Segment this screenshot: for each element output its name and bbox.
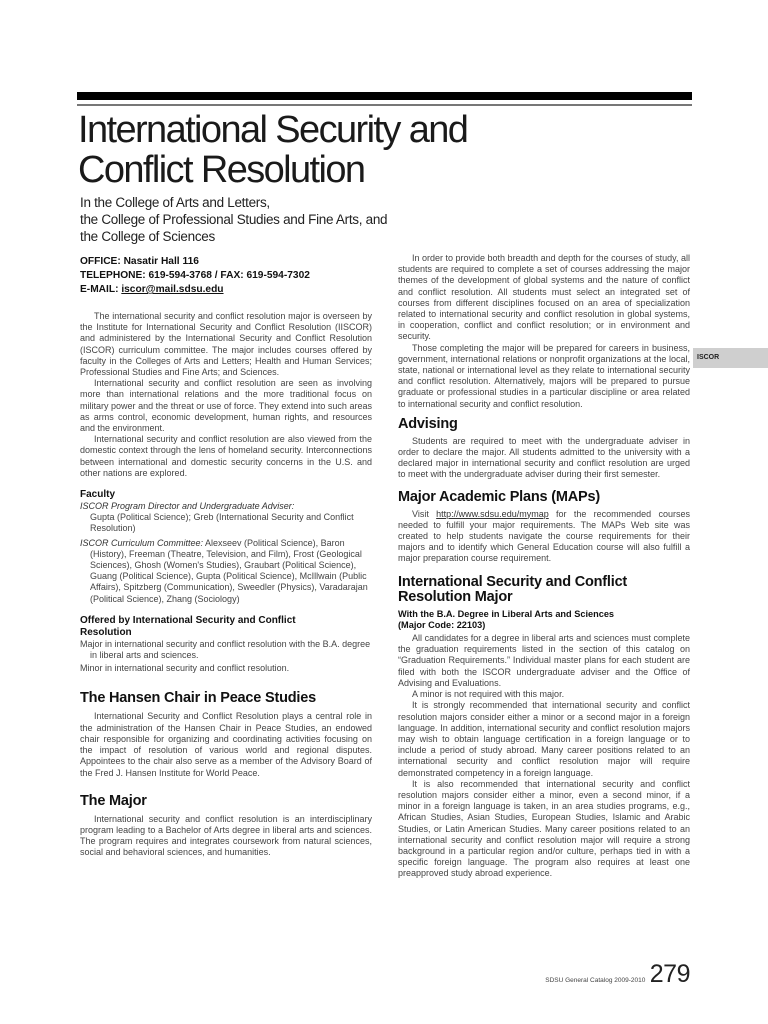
committee-label: ISCOR Curriculum Committee: — [80, 537, 204, 548]
hansen-section — [80, 690, 372, 778]
offered-section — [80, 615, 372, 677]
intro-section — [80, 311, 372, 479]
catalog-name: SDSU General Catalog 2009-2010 — [545, 977, 646, 984]
offered-item: Major in international security and conflict resolution with the B.A. degree in liberal arts and sciences. — [80, 638, 371, 661]
committee-members: Alexseev (Political Science), Baron (History), Freeman (Theatre, Television, and Film), Frost (Geological Sciences), Ghosh (Women's Studies), Graubart (Political Science), Guang (Political Science), Gupta (Political Science), McIllwain (Public Affairs), Spitzberg (Communication), Sweedler (Physics), Varadarajan (Political Science), Zhang (Sociology) — [90, 537, 368, 604]
intro-paragraph: International security and conflict resolution are also viewed from the domestic context through the lens of homeland security. Interconnections between international and domestic security concerns in the U.S. and other nations are explored. — [80, 434, 372, 478]
mymap-link[interactable]: http://www.sdsu.edu/mymap — [436, 508, 549, 519]
iscr-paragraph: It is also recommended that international security and conflict resolution majors consider either a minor, even a second minor, if a minor in a foreign language is taken, in an area studies programs, e.g., African Studies, Asian Studies, European Studies, Islamic and Arabic Studies, or Latin American Studies. Many career positions related to an international security and conflict resolution major will require a strong background in a particular region and/or culture, perhaps tied in with a specific foreign language. The program also requires at least one preapproved study abroad experience. — [398, 778, 690, 879]
committee-text — [80, 538, 372, 605]
major-heading: The Major — [80, 792, 147, 809]
iscr-paragraph: A minor is not required with this major. — [412, 689, 565, 700]
maps-text: for the recommended courses needed to fulfill your major requirements. The MAPs Web site was created to help students navigate the course requirements for their majors and to identify which General Education course will also fulfill a major preparation course requirement. — [398, 508, 691, 564]
header-rule-thin — [77, 104, 692, 106]
title-line-2: Conflict Resolution — [78, 149, 365, 191]
page-title — [78, 110, 467, 190]
iscr-major-section — [398, 575, 690, 880]
hansen-paragraph: International Security and Conflict Resolution plays a central role in the administration of the Hansen Chair in Peace Studies, an endowed chair responsible for organizing and coordinating activities focusing on the impact of resolution of various world and regional disputes. Appointees to the chair also serve as a member of the Advisory Board of the Fred J. Hansen Institute for World Peace. — [80, 711, 372, 778]
maps-text: Visit — [412, 508, 437, 519]
major-paragraph: International security and conflict resolution is an interdisciplinary program leading to a Bachelor of Arts degree in liberal arts and sciences. The program requires and integrates coursework from natural sciences, social and behavioral sciences, and humanities. — [80, 813, 372, 858]
advising-heading: Advising — [398, 415, 458, 432]
iscr-major-heading: International Security and Conflict Resolution Major — [398, 573, 628, 605]
director-label: ISCOR Program Director and Undergraduate Adviser: — [80, 501, 295, 512]
advising-paragraph: Students are required to meet with the undergraduate adviser in order to declare the major. All students admitted to the university with a declared major in international security and conflict resolution are urged to meet with the undergraduate adviser during their first semester. — [398, 435, 690, 480]
email-link[interactable]: iscor@mail.sdsu.edu — [121, 284, 224, 295]
major-code: (Major Code: 22103) — [398, 619, 486, 630]
offered-item: Minor in international security and conflict resolution. — [80, 663, 290, 674]
email-label: E-MAIL: — [80, 284, 122, 295]
title-line-1: International Security and — [78, 109, 468, 151]
hansen-heading: The Hansen Chair in Peace Studies — [80, 690, 316, 707]
major-paragraph: Those completing the major will be prepared for careers in business, government, international relations or nonprofit organizations at the local, state, national or international level as they relate to international security and conflict resolution. Alternatively, majors will be prepared to pursue graduate or professional studies in a particular discipline or area related to international security and conflict resolution. — [398, 342, 690, 409]
offered-heading: Offered by International Security and Conflict Resolution — [80, 614, 296, 638]
subtitle-line: the College of Professional Studies and Fine Arts, and — [80, 212, 388, 227]
subtitle-line: In the College of Arts and Letters, — [80, 195, 270, 210]
header-rule-thick — [77, 92, 692, 100]
maps-heading: Major Academic Plans (MAPs) — [398, 488, 600, 505]
office: OFFICE: Nasatir Hall 116 — [80, 256, 199, 267]
page-number: 279 — [649, 960, 690, 988]
email-line — [80, 283, 372, 297]
section-thumb-tab: ISCOR — [693, 348, 768, 368]
telephone: TELEPHONE: 619-594-3768 / FAX: 619-594-7302 — [80, 270, 310, 281]
page-footer — [480, 960, 690, 989]
degree-subheading: With the B.A. Degree in Liberal Arts and Sciences — [398, 608, 615, 619]
faculty-section — [80, 489, 372, 607]
major-continued — [398, 253, 690, 410]
iscr-paragraph: It is strongly recommended that international security and conflict resolution majors consider either a minor or a second major in a foreign language. In addition, international security and conflict resolution majors may wish to obtain language certification in a foreign language or to include a period of study abroad. Many career positions related to an international security and conflict resolution major will require demonstrated competency in a foreign language. — [398, 700, 690, 778]
left-column — [80, 255, 372, 859]
intro-paragraph: International security and conflict resolution are seen as involving more than international relations and the more traditional focus on military power and the threat or use of force. They extend into such areas as arms control, economic development, human rights, and resources and the environment. — [80, 378, 372, 434]
maps-paragraph — [398, 509, 690, 565]
subtitle-line: the College of Sciences — [80, 229, 215, 244]
contact-info — [80, 255, 372, 297]
director-text: Gupta (Political Science); Greb (International Security and Conflict Resolution) — [90, 512, 354, 534]
intro-paragraph: The international security and conflict resolution major is overseen by the Institute for International Security and Conflict Resolution (IISCOR) and administered by the International Security and Conflict Resolution (ISCOR) curriculum committee. The major includes courses offered by faculty in the Colleges of Arts and Letters; Health and Human Services; Professional Studies and Fine Arts; and Sciences. — [80, 311, 372, 378]
maps-section — [398, 489, 690, 565]
right-column — [398, 253, 690, 880]
advising-section — [398, 416, 690, 481]
faculty-heading: Faculty — [80, 489, 116, 501]
major-section — [80, 793, 372, 859]
major-paragraph: In order to provide both breadth and depth for the courses of study, all students are required to complete a set of courses addressing the major themes of the development of global systems and the nature of conflict and conflict resolution. All students must select an integrated set of courses from different disciplines focused on an area of specialization related to international security and conflict resolution in global systems, in cooperation, conflict and conflict resolution; or in environment and security. — [398, 253, 691, 342]
iscr-paragraph: All candidates for a degree in liberal arts and sciences must complete the graduation requirements listed in the section of this catalog on “Graduation Requirements.” Individual master plans for each student are filed with both the ISCOR undergraduate adviser and the Office of Advising and Evaluations. — [398, 633, 690, 688]
college-subtitle — [80, 194, 387, 245]
